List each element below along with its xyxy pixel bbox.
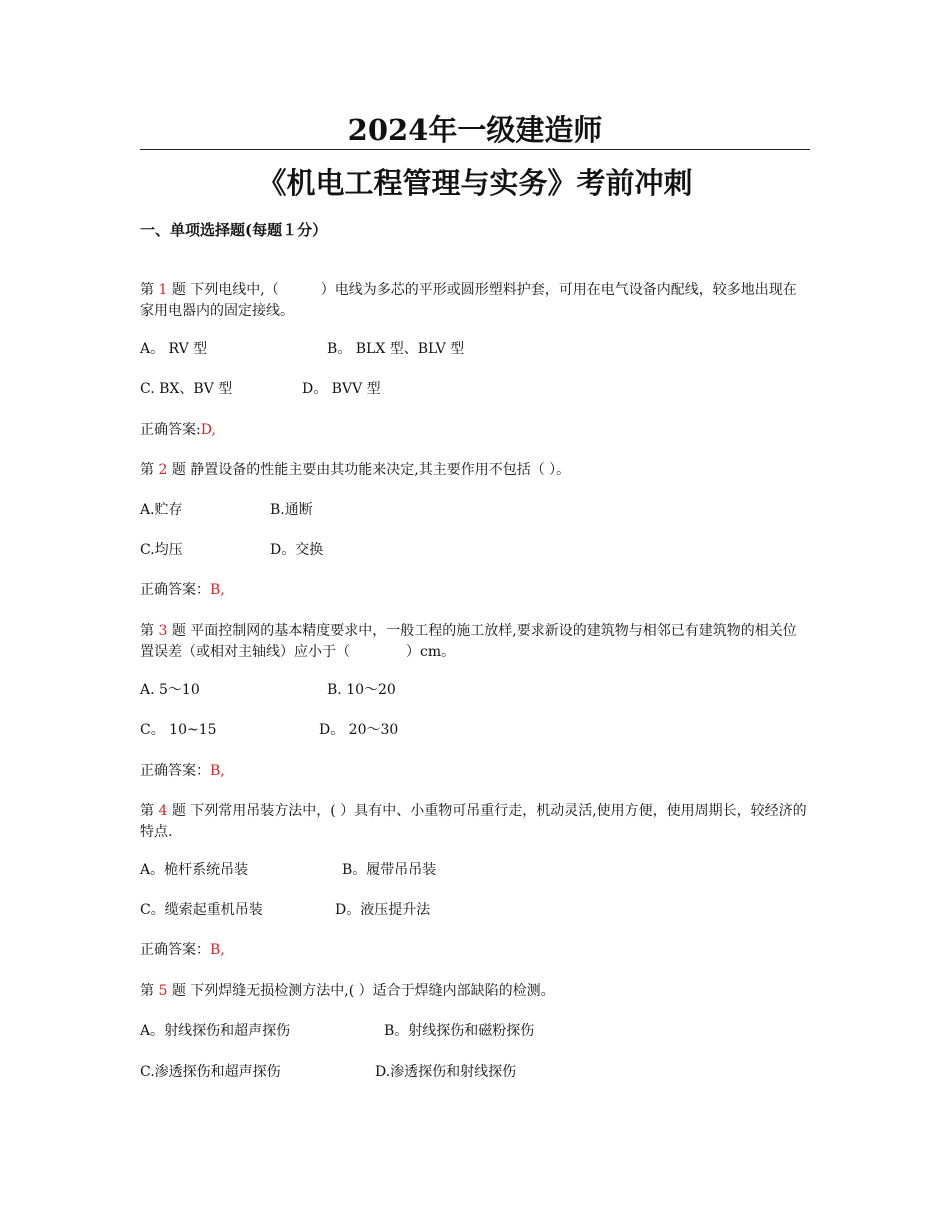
section-heading: 一、单项选择题(每题１分） (140, 221, 328, 239)
answer-value: B, (210, 582, 225, 598)
option-c: C.渗透探伤和超声探伤 (140, 1064, 281, 1080)
question-prefix: 第 (140, 623, 154, 639)
option-b: B。射线探伤和磁粉探伤 (384, 1023, 535, 1039)
question-2 (140, 460, 810, 480)
question-text: 下列电线中,（ ）电线为多芯的平形或圆形塑料护套，可用在电气设备内配线，较多地出现在家用电器内的固定接线。 (140, 282, 797, 319)
option-a: A。桅杆系统吊装 (140, 862, 249, 878)
option-d: D。交换 (270, 542, 324, 558)
option-a: A。 RV 型 (140, 341, 208, 357)
answer-label: 正确答案: (140, 422, 201, 438)
question-text: 静置设备的性能主要由其功能来决定,其主要作用不包括（ ）。 (190, 462, 571, 478)
question-prefix: 第 (140, 983, 154, 999)
answer-line (140, 940, 810, 960)
answer-line (140, 420, 810, 440)
option-c: C.均压 (140, 542, 183, 558)
question-text: 下列常用吊装方法中，( ）具有中、小重物可吊重行走，机动灵活,使用方便，使用周期长，较经济的特点. (140, 803, 807, 840)
option-d: D。液压提升法 (335, 902, 431, 918)
question-prefix: 第 (140, 462, 154, 478)
question-suffix: 题 (171, 803, 186, 819)
option-a: A。射线探伤和超声探伤 (140, 1023, 291, 1039)
question-text: 平面控制网的基本精度要求中，一般工程的施工放样,要求新设的建筑物与相邻已有建筑物的相关位置误差（或相对主轴线）应小于（ ）cm。 (140, 623, 797, 660)
answer-value: B, (210, 942, 225, 958)
option-c: C。缆索起重机吊装 (140, 902, 263, 918)
question-5 (140, 981, 810, 1001)
question-suffix: 题 (171, 282, 186, 298)
question-number: 4 (158, 803, 168, 819)
question-number: 3 (158, 623, 168, 639)
option-a: A.贮存 (140, 502, 183, 518)
question-1 (140, 280, 810, 322)
question-4 (140, 801, 810, 843)
option-d: D。 BVV 型 (302, 381, 381, 397)
question-text: 下列焊缝无损检测方法中,( ）适合于焊缝内部缺陷的检测。 (190, 983, 555, 999)
title-divider (140, 149, 810, 150)
option-c: C. BX、BV 型 (140, 381, 233, 397)
question-prefix: 第 (140, 803, 154, 819)
question-suffix: 题 (171, 623, 186, 639)
question-prefix: 第 (140, 282, 154, 298)
option-d: D.渗透探伤和射线探伤 (375, 1064, 517, 1080)
answer-line (140, 580, 810, 600)
answer-line (140, 761, 810, 781)
option-d: D。 20～30 (319, 722, 399, 738)
option-c: C。 10~15 (140, 722, 217, 738)
option-b: B。 BLX 型、BLV 型 (327, 341, 465, 357)
option-b: B。履带吊吊装 (342, 862, 437, 878)
option-a: A. 5～10 (140, 682, 200, 698)
question-number: 1 (158, 282, 168, 298)
answer-value: B, (210, 763, 225, 779)
answer-label: 正确答案： (140, 763, 210, 779)
question-3 (140, 621, 810, 663)
option-b: B.通断 (270, 502, 313, 518)
answer-label: 正确答案： (140, 582, 210, 598)
option-b: B. 10～20 (327, 682, 396, 698)
document-title-year: 2024年一级建造师 (347, 113, 603, 147)
document-title-subject: 《机电工程管理与实务》考前冲刺 (257, 166, 693, 200)
answer-label: 正确答案： (140, 942, 210, 958)
answer-value: D, (200, 422, 216, 438)
question-suffix: 题 (171, 983, 186, 999)
question-suffix: 题 (171, 462, 186, 478)
question-number: 2 (158, 462, 168, 478)
question-number: 5 (158, 983, 168, 999)
